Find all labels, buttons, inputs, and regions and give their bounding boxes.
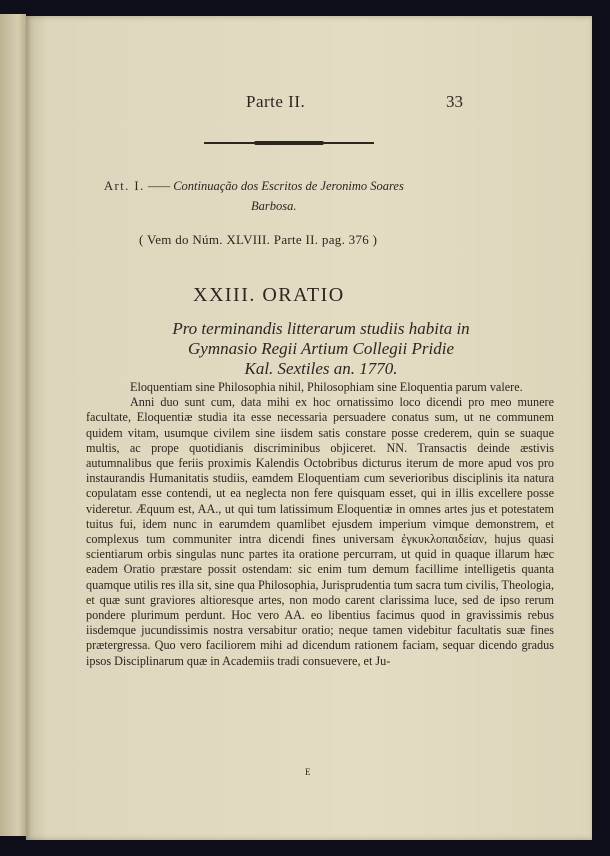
signature-mark: E — [305, 767, 311, 777]
page-number: 33 — [446, 92, 463, 111]
article-title-line1: Continuação dos Escritos de Jeronimo Soares — [173, 179, 404, 193]
article-label: Art. I. — [104, 179, 145, 193]
article-heading — [104, 179, 504, 194]
subtitle-line3: Kal. Sextiles an. 1770. — [244, 359, 398, 378]
oration-body — [86, 380, 554, 669]
book-page — [26, 16, 592, 840]
oration-title: XXIII. ORATIO — [193, 284, 345, 306]
running-header-part: Parte II. — [246, 92, 306, 111]
article-title-line2: Barbosa. — [251, 199, 297, 213]
adjacent-page-edge — [0, 14, 26, 836]
oration-subtitle — [96, 319, 546, 379]
paragraph-thesis: Eloquentiam sine Philosophia nihil, Philosophiam sine Eloquentia parum valere. — [130, 380, 523, 394]
article-dash: —— — [144, 179, 174, 193]
subtitle-line1: Pro terminandis litterarum studiis habita in — [172, 319, 470, 338]
paragraph-main: Anni duo sunt cum, data mihi ex hoc ornatissimo loco dicendi pro meo munere facultate, Eloquentiæ studia ita esse necessaria persuadere conatus sum, ut ne communem quidem vitam, usumque civilem sine iisdem satis constare posse crederem, quin se suaque multis, ac prope quotidianis discriminibus objiceret. NN. Transactis deinde æstivis autumnalibus que feriis proximis Kalendis Octobribus dicturus iterum de more apud vos pro instaurandis Humanitatis studiis, eamdem Eloquentiam cum severioribus disciplinis ita natura copulatam esse contendi, ut ea neglecta non fere quisquam esset, qui in illis excellere posse videretur. Æquum est, AA., ut qui tum latissimum Eloquentiæ in omnes artes jus et potestatem tuitus fui, idem nunc in earumdem quamlibet ejusdem imperium vimque demonstrem, et complexus tum communiter intra dicendi fines universam ἐγκυκλοπαιδείαν, hujus quasi scientiarum orbis singulas nunc partes ita oratione percurram, ut quid in quaque illarum hæc eadem Oratio præstare possit ostendam: sic enim tum demum facillime intelligetis quanta quamque utilis res illa sit, sine qua Philosophia, Jurisprudentia tum sacra tum civilis, Theologia, et quæ sunt graviores altioresque artes, non modo carent clarissima luce, sed de ipso rerum pondere plurimum perdunt. Hoc vero AA. eo libentius facimus quod in gravissimis rebus iisdemque jucundissimis nostra versabitur oratio; neque tamen videbitur facultatis suæ fines prætergressa. Quo vero faciliorem mihi ad dicendum rationem faciam, sequar dicendo gradus ipsos Disciplinarum quæ in Academiis tradi consuevere, et Ju- — [86, 395, 554, 668]
continued-from-note: ( Vem do Núm. XLVIII. Parte II. pag. 376 ) — [139, 232, 378, 247]
header-divider-rule — [204, 142, 374, 144]
subtitle-line2: Gymnasio Regii Artium Collegii Pridie — [188, 339, 454, 358]
